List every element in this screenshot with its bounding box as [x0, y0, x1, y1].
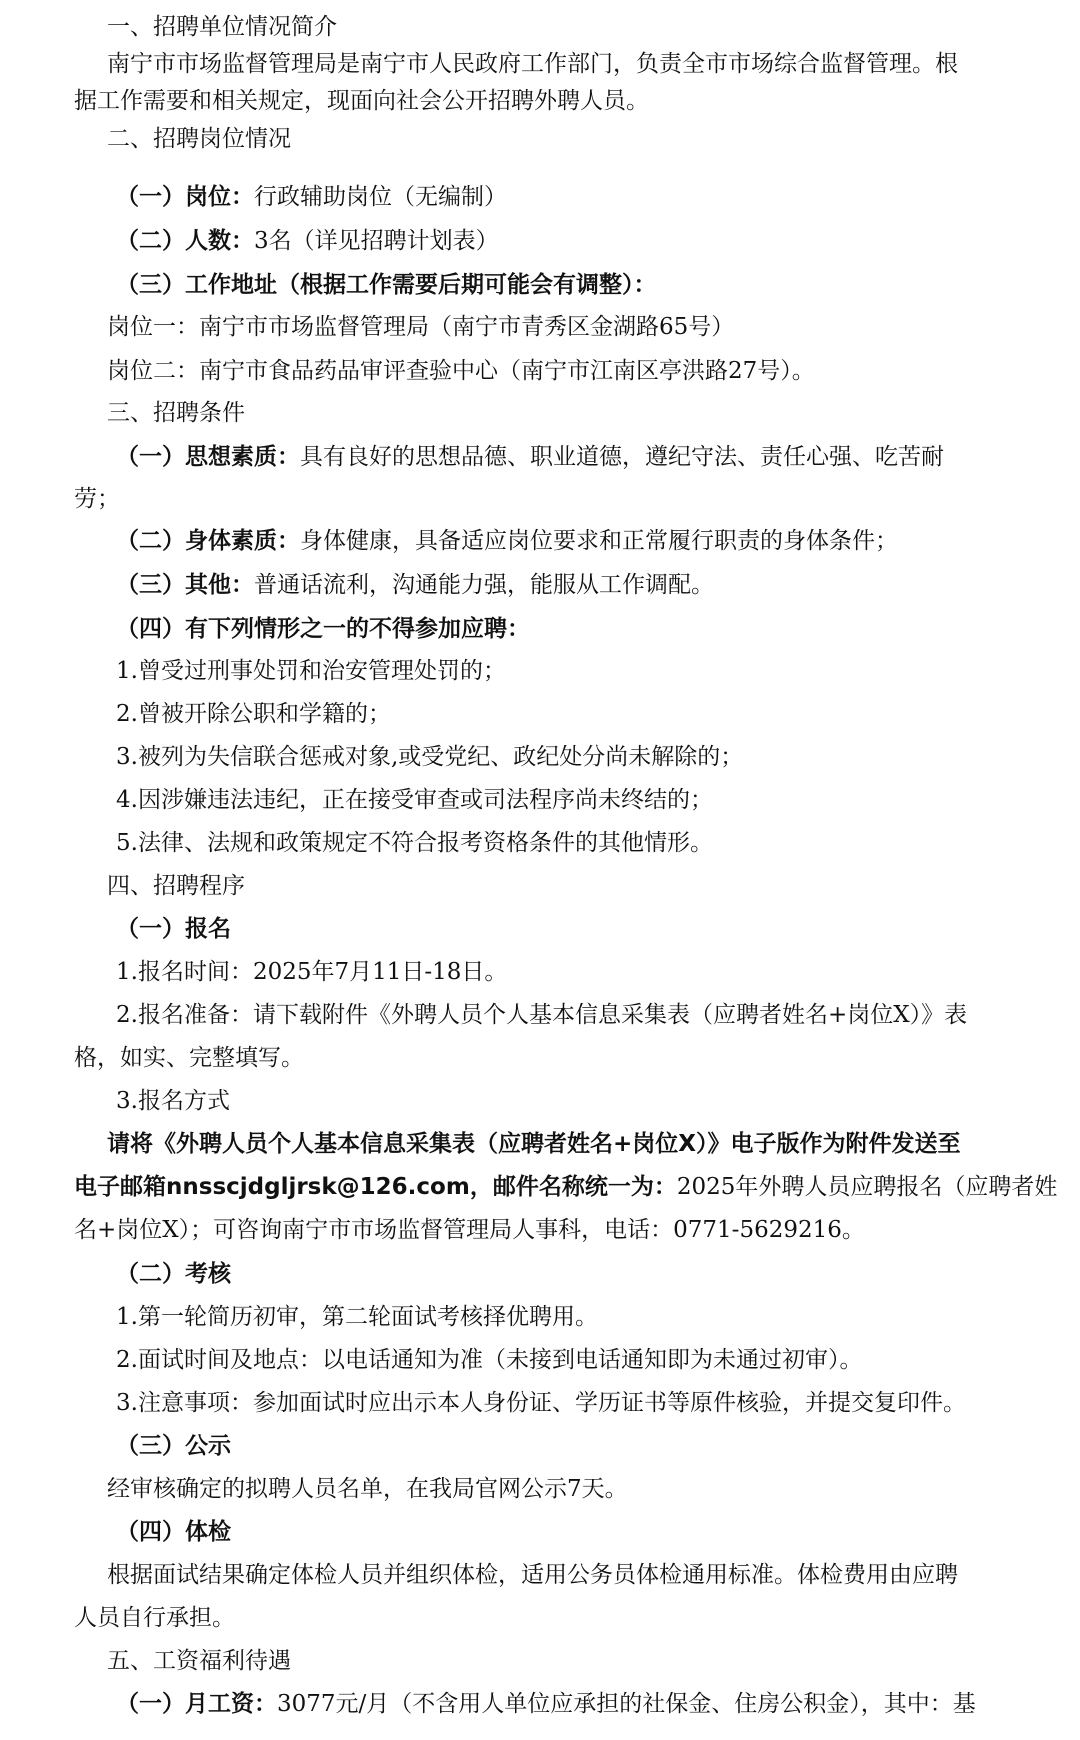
moral-line [116, 442, 944, 472]
medical-heading: （四）体检 [116, 1519, 231, 1545]
signup-prep-line2: 格，如实、完整填写。 [74, 1045, 304, 1071]
exclusion-item: 4.因涉嫌违法违纪，正在接受审查或司法程序尚未终结的； [116, 787, 713, 813]
exclusion-item: 1.曾受过刑事处罚和治安管理处罚的； [116, 658, 506, 684]
section1-heading: 一、招聘单位情况简介 [107, 14, 337, 40]
post-one-address: 岗位一：南宁市市场监督管理局（南宁市青秀区金湖路65号） [107, 314, 735, 340]
publicity-heading: （三）公示 [116, 1433, 231, 1459]
medical-line2: 人员自行承担。 [74, 1605, 235, 1631]
email-subject-format: 2025年外聘人员应聘报名（应聘者姓 [676, 1174, 1058, 1200]
count-value: 3名（详见招聘计划表） [254, 228, 499, 254]
exclusion-item: 5.法律、法规和政策规定不符合报考资格条件的其他情形。 [116, 830, 713, 856]
exclusion-item: 2.曾被开除公职和学籍的； [116, 701, 391, 727]
assessment-item: 3.注意事项：参加面试时应出示本人身份证、学历证书等原件核验，并提交复印件。 [116, 1390, 966, 1416]
exclusion-heading: （四）有下列情形之一的不得参加应聘： [116, 616, 530, 642]
exclusion-item: 3.被列为失信联合惩戒对象,或受党纪、政纪处分尚未解除的； [116, 744, 744, 770]
moral-value: 具有良好的思想品德、职业道德，遵纪守法、责任心强、吃苦耐 [300, 444, 944, 470]
assessment-item: 1.第一轮简历初审，第二轮面试考核择优聘用。 [116, 1304, 598, 1330]
other-value: 普通话流利，沟通能力强，能服从工作调配。 [254, 572, 714, 598]
section5-heading: 五、工资福利待遇 [107, 1648, 291, 1674]
section1-intro-line2: 据工作需要和相关规定，现面向社会公开招聘外聘人员。 [74, 88, 649, 114]
method-line3: 名+岗位X）；可咨询南宁市市场监督管理局人事科，电话：0771-5629216。 [74, 1217, 865, 1243]
signup-method-heading: 3.报名方式 [116, 1088, 230, 1114]
method-line1: 请将《外聘人员个人基本信息采集表（应聘者姓名+岗位X）》电子版作为附件发送至 [107, 1131, 961, 1157]
section4-heading: 四、招聘程序 [107, 873, 245, 899]
method-line2 [74, 1172, 1057, 1202]
section1-intro-line1: 南宁市市场监督管理局是南宁市人民政府工作部门，负责全市市场综合监督管理。根 [107, 51, 958, 77]
salary-label: （一）月工资： [116, 1691, 277, 1717]
work-address-label: （三）工作地址（根据工作需要后期可能会有调整）： [116, 272, 657, 298]
post-two-address: 岗位二：南宁市食品药品审评查验中心（南宁市江南区亭洪路27号）。 [107, 358, 815, 384]
position-value: 行政辅助岗位（无编制） [254, 184, 507, 210]
email-instruction: 电子邮箱nnsscjdgljrsk@126.com，邮件名称统一为： [74, 1174, 677, 1200]
count-label: （二）人数： [116, 228, 254, 254]
physical-label: （二）身体素质： [116, 528, 300, 554]
moral-label: （一）思想素质： [116, 444, 300, 470]
physical-line [116, 526, 898, 556]
salary-value: 3077元/月（不含用人单位应承担的社保金、住房公积金），其中：基 [277, 1691, 976, 1717]
salary-line [116, 1689, 976, 1719]
assessment-item: 2.面试时间及地点：以电话通知为准（未接到电话通知即为未通过初审）。 [116, 1347, 863, 1373]
section2-heading: 二、招聘岗位情况 [107, 126, 291, 152]
position-line [116, 182, 507, 212]
other-label: （三）其他： [116, 572, 254, 598]
section3-heading: 三、招聘条件 [107, 400, 245, 426]
publicity-text: 经审核确定的拟聘人员名单，在我局官网公示7天。 [107, 1476, 628, 1502]
signup-heading: （一）报名 [116, 916, 231, 942]
signup-time: 1.报名时间：2025年7月11日-18日。 [116, 959, 508, 985]
physical-value: 身体健康，具备适应岗位要求和正常履行职责的身体条件； [300, 528, 898, 554]
position-label: （一）岗位： [116, 184, 254, 210]
other-line [116, 570, 714, 600]
medical-line1: 根据面试结果确定体检人员并组织体检，适用公务员体检通用标准。体检费用由应聘 [107, 1562, 958, 1588]
signup-prep-line1: 2.报名准备：请下载附件《外聘人员个人基本信息采集表（应聘者姓名+岗位X）》表 [116, 1002, 968, 1028]
count-line [116, 226, 499, 256]
moral-continuation: 劳； [74, 486, 120, 512]
assessment-heading: （二）考核 [116, 1261, 231, 1287]
